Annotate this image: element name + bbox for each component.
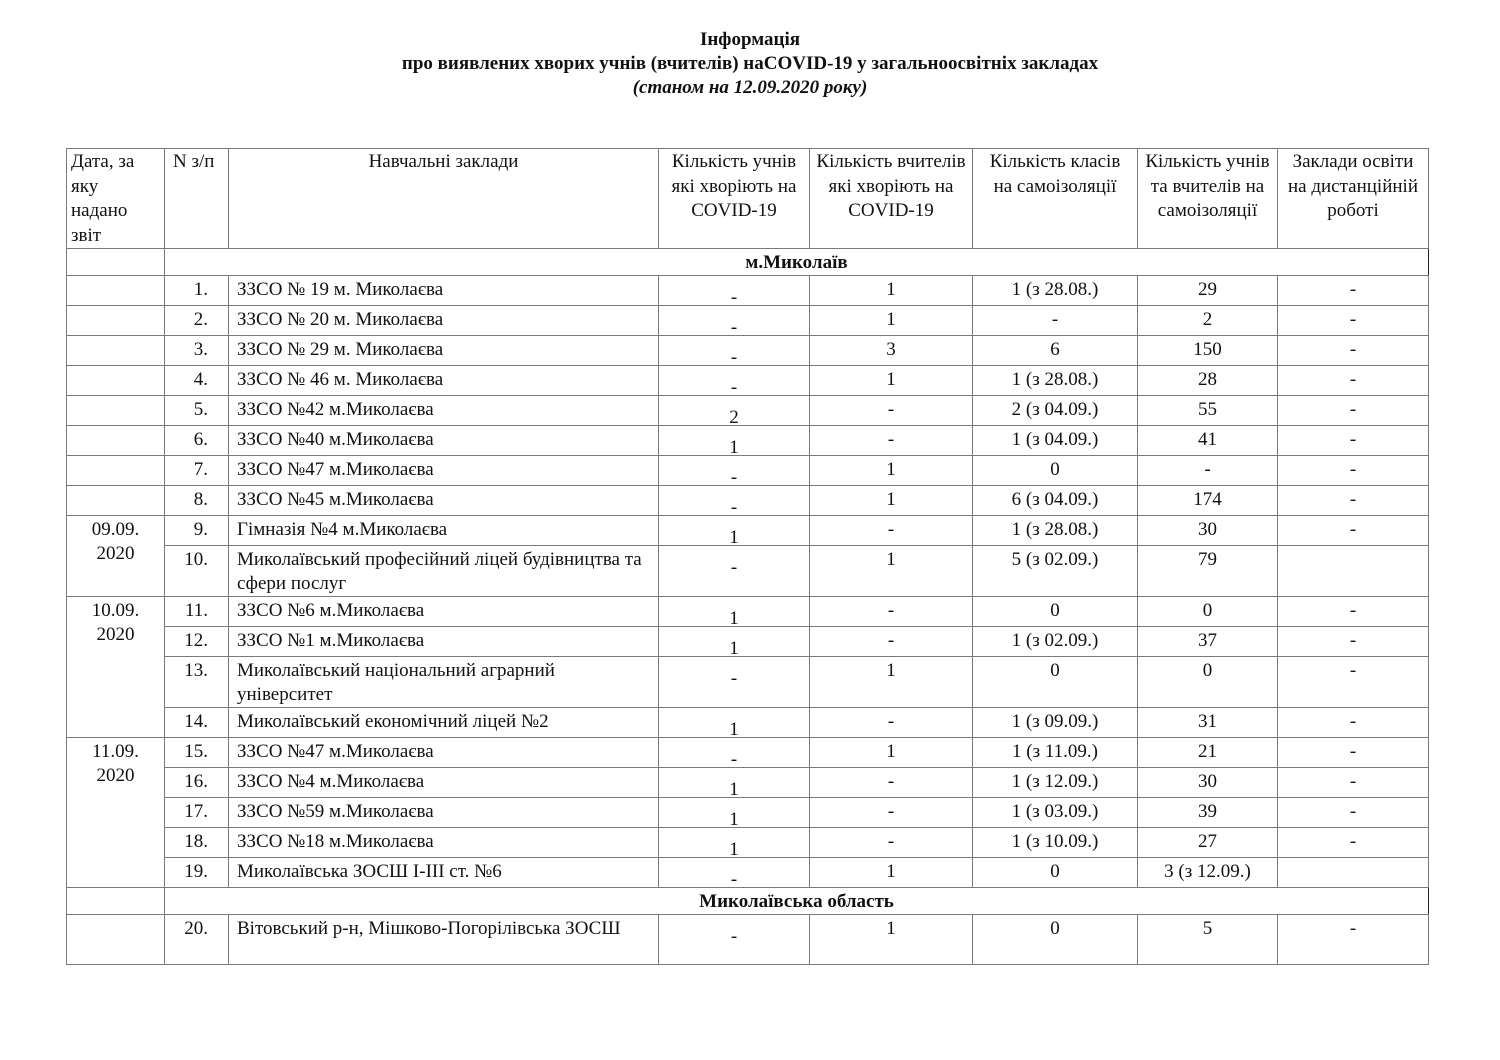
cell-people-isolation: 0 bbox=[1138, 657, 1278, 708]
cell-institution: ЗЗСО № 20 м. Миколаєва bbox=[229, 306, 659, 336]
cell-teachers-sick: 1 bbox=[810, 546, 973, 597]
cell-institution: ЗЗСО № 19 м. Миколаєва bbox=[229, 276, 659, 306]
cell-students-sick-value: - bbox=[730, 869, 738, 890]
table-header-row bbox=[67, 149, 1429, 249]
cell-teachers-sick: 1 bbox=[810, 456, 973, 486]
cell-classes-isolation: 1 (з 02.09.) bbox=[973, 627, 1138, 657]
cell-students-sick-value: - bbox=[730, 497, 738, 518]
cell-report-date bbox=[67, 366, 165, 396]
cell-teachers-sick: - bbox=[810, 516, 973, 546]
header-people-isolation: Кількість учнів та вчителів на самоізоляції bbox=[1138, 149, 1278, 249]
table-row bbox=[67, 456, 1429, 486]
cell-classes-isolation: 6 (з 04.09.) bbox=[973, 486, 1138, 516]
cell-number: 16. bbox=[165, 768, 229, 798]
cell-classes-isolation: 1 (з 12.09.) bbox=[973, 768, 1138, 798]
cell-people-isolation: 0 bbox=[1138, 597, 1278, 627]
table-row bbox=[67, 768, 1429, 798]
cell-classes-isolation: 1 (з 28.08.) bbox=[973, 366, 1138, 396]
cell-institution: Миколаївська ЗОСШ І-ІІІ ст. №6 bbox=[229, 858, 659, 888]
cell-number: 15. bbox=[165, 738, 229, 768]
cell-students-sick-value: - bbox=[730, 347, 738, 368]
cell-teachers-sick: 1 bbox=[810, 915, 973, 965]
cell-people-isolation: 30 bbox=[1138, 516, 1278, 546]
cell-classes-isolation: 5 (з 02.09.) bbox=[973, 546, 1138, 597]
cell-number: 2. bbox=[165, 306, 229, 336]
cell-teachers-sick: 1 bbox=[810, 858, 973, 888]
cell-classes-isolation: 1 (з 09.09.) bbox=[973, 708, 1138, 738]
cell-number: 4. bbox=[165, 366, 229, 396]
cell-report-date: 09.09. 2020 bbox=[67, 516, 165, 597]
cell-students-sick-value: - bbox=[730, 317, 738, 338]
cell-students-sick-value: - bbox=[730, 668, 738, 689]
cell-remote-work bbox=[1278, 858, 1429, 888]
cell-classes-isolation: 0 bbox=[973, 915, 1138, 965]
cell-classes-isolation: - bbox=[973, 306, 1138, 336]
cell-institution: ЗЗСО №47 м.Миколаєва bbox=[229, 456, 659, 486]
cell-classes-isolation: 0 bbox=[973, 456, 1138, 486]
cell-people-isolation: 29 bbox=[1138, 276, 1278, 306]
cell-report-date: 10.09. 2020 bbox=[67, 597, 165, 738]
table-row bbox=[67, 516, 1429, 546]
cell-students-sick-value: - bbox=[730, 467, 738, 488]
cell-remote-work: - bbox=[1278, 738, 1429, 768]
cell-teachers-sick: 1 bbox=[810, 276, 973, 306]
cell-students-sick bbox=[659, 915, 810, 965]
cell-students-sick bbox=[659, 396, 810, 426]
header-institution: Навчальні заклади bbox=[229, 149, 659, 249]
cell-institution: Вітовський р-н, Мішково-Погорілівська ЗОСШ bbox=[229, 915, 659, 965]
cell-students-sick bbox=[659, 858, 810, 888]
cell-classes-isolation: 1 (з 04.09.) bbox=[973, 426, 1138, 456]
cell-people-isolation: - bbox=[1138, 456, 1278, 486]
section-empty-cell bbox=[67, 888, 165, 915]
cell-number: 7. bbox=[165, 456, 229, 486]
cell-institution: ЗЗСО №45 м.Миколаєва bbox=[229, 486, 659, 516]
cell-classes-isolation: 2 (з 04.09.) bbox=[973, 396, 1138, 426]
cell-students-sick bbox=[659, 336, 810, 366]
title-date: (станом на 12.09.2020 року) bbox=[632, 77, 868, 98]
cell-institution: ЗЗСО № 29 м. Миколаєва bbox=[229, 336, 659, 366]
cell-report-date bbox=[67, 915, 165, 965]
cell-number: 9. bbox=[165, 516, 229, 546]
cell-students-sick bbox=[659, 738, 810, 768]
cell-students-sick bbox=[659, 306, 810, 336]
cell-people-isolation: 150 bbox=[1138, 336, 1278, 366]
cell-classes-isolation: 6 bbox=[973, 336, 1138, 366]
cell-students-sick-value: 1 bbox=[729, 527, 739, 548]
cell-students-sick-value: 1 bbox=[729, 608, 739, 629]
table-row bbox=[67, 396, 1429, 426]
cell-students-sick bbox=[659, 798, 810, 828]
cell-institution: ЗЗСО №47 м.Миколаєва bbox=[229, 738, 659, 768]
title-subheading: про виявлених хворих учнів (вчителів) наCOVID-19 у загальноосвітніх закладах bbox=[401, 53, 1099, 74]
cell-students-sick-value: - bbox=[730, 749, 738, 770]
cell-number: 10. bbox=[165, 546, 229, 597]
header-remote-work: Заклади освіти на дистанційній роботі bbox=[1278, 149, 1429, 249]
cell-remote-work: - bbox=[1278, 657, 1429, 708]
table-row bbox=[67, 486, 1429, 516]
cell-remote-work: - bbox=[1278, 708, 1429, 738]
cell-classes-isolation: 1 (з 10.09.) bbox=[973, 828, 1138, 858]
cell-classes-isolation: 0 bbox=[973, 858, 1138, 888]
cell-institution: ЗЗСО № 46 м. Миколаєва bbox=[229, 366, 659, 396]
covid-report-table bbox=[66, 148, 1429, 965]
cell-report-date: 11.09. 2020 bbox=[67, 738, 165, 888]
table-row bbox=[67, 306, 1429, 336]
cell-students-sick-value: 1 bbox=[729, 839, 739, 860]
cell-remote-work: - bbox=[1278, 366, 1429, 396]
cell-students-sick-value: - bbox=[730, 557, 738, 578]
cell-institution: Миколаївський національний аграрний університет bbox=[229, 657, 659, 708]
cell-teachers-sick: - bbox=[810, 597, 973, 627]
cell-remote-work: - bbox=[1278, 486, 1429, 516]
cell-teachers-sick: - bbox=[810, 768, 973, 798]
cell-students-sick-value: 1 bbox=[729, 779, 739, 800]
cell-teachers-sick: - bbox=[810, 396, 973, 426]
cell-remote-work: - bbox=[1278, 768, 1429, 798]
header-number: N з/п bbox=[165, 149, 229, 249]
cell-institution: ЗЗСО №18 м.Миколаєва bbox=[229, 828, 659, 858]
cell-people-isolation: 37 bbox=[1138, 627, 1278, 657]
cell-number: 17. bbox=[165, 798, 229, 828]
cell-number: 18. bbox=[165, 828, 229, 858]
cell-students-sick bbox=[659, 426, 810, 456]
cell-people-isolation: 21 bbox=[1138, 738, 1278, 768]
header-classes-isolation: Кількість класів на самоізоляції bbox=[973, 149, 1138, 249]
cell-institution: Гімназія №4 м.Миколаєва bbox=[229, 516, 659, 546]
cell-students-sick-value: 1 bbox=[729, 809, 739, 830]
cell-number: 13. bbox=[165, 657, 229, 708]
table-body bbox=[67, 249, 1429, 965]
cell-classes-isolation: 1 (з 11.09.) bbox=[973, 738, 1138, 768]
cell-institution: ЗЗСО №42 м.Миколаєва bbox=[229, 396, 659, 426]
cell-remote-work: - bbox=[1278, 516, 1429, 546]
table-row bbox=[67, 426, 1429, 456]
cell-students-sick bbox=[659, 657, 810, 708]
cell-number: 6. bbox=[165, 426, 229, 456]
title-heading: Інформація bbox=[699, 29, 801, 50]
cell-students-sick bbox=[659, 456, 810, 486]
cell-number: 8. bbox=[165, 486, 229, 516]
cell-teachers-sick: - bbox=[810, 627, 973, 657]
table-row bbox=[67, 915, 1429, 965]
cell-remote-work: - bbox=[1278, 828, 1429, 858]
cell-report-date bbox=[67, 336, 165, 366]
table-row bbox=[67, 798, 1429, 828]
cell-students-sick-value: 1 bbox=[729, 719, 739, 740]
cell-remote-work: - bbox=[1278, 426, 1429, 456]
cell-institution: ЗЗСО №6 м.Миколаєва bbox=[229, 597, 659, 627]
cell-people-isolation: 27 bbox=[1138, 828, 1278, 858]
cell-students-sick bbox=[659, 366, 810, 396]
cell-teachers-sick: 1 bbox=[810, 366, 973, 396]
cell-students-sick bbox=[659, 276, 810, 306]
cell-people-isolation: 174 bbox=[1138, 486, 1278, 516]
cell-teachers-sick: 1 bbox=[810, 306, 973, 336]
cell-remote-work: - bbox=[1278, 306, 1429, 336]
cell-students-sick bbox=[659, 516, 810, 546]
cell-people-isolation: 31 bbox=[1138, 708, 1278, 738]
cell-teachers-sick: 1 bbox=[810, 738, 973, 768]
cell-students-sick-value: - bbox=[730, 287, 738, 308]
cell-students-sick-value: 1 bbox=[729, 437, 739, 458]
cell-report-date bbox=[67, 456, 165, 486]
cell-teachers-sick: 3 bbox=[810, 336, 973, 366]
cell-number: 19. bbox=[165, 858, 229, 888]
cell-people-isolation: 3 (з 12.09.) bbox=[1138, 858, 1278, 888]
section-label: Миколаївська область bbox=[165, 888, 1429, 915]
header-students-sick: Кількість учнів які хворіють на COVID-19 bbox=[659, 149, 810, 249]
cell-classes-isolation: 1 (з 03.09.) bbox=[973, 798, 1138, 828]
cell-people-isolation: 30 bbox=[1138, 768, 1278, 798]
cell-remote-work: - bbox=[1278, 798, 1429, 828]
table-row bbox=[67, 546, 1429, 597]
cell-people-isolation: 5 bbox=[1138, 915, 1278, 965]
cell-number: 3. bbox=[165, 336, 229, 366]
cell-number: 1. bbox=[165, 276, 229, 306]
cell-remote-work: - bbox=[1278, 915, 1429, 965]
table-row bbox=[67, 657, 1429, 708]
cell-people-isolation: 79 bbox=[1138, 546, 1278, 597]
cell-people-isolation: 2 bbox=[1138, 306, 1278, 336]
cell-remote-work: - bbox=[1278, 456, 1429, 486]
cell-classes-isolation: 0 bbox=[973, 597, 1138, 627]
cell-students-sick-value: - bbox=[730, 377, 738, 398]
section-label: м.Миколаїв bbox=[165, 249, 1429, 276]
table-row bbox=[67, 627, 1429, 657]
table-row bbox=[67, 336, 1429, 366]
cell-teachers-sick: - bbox=[810, 828, 973, 858]
table-row bbox=[67, 366, 1429, 396]
cell-students-sick bbox=[659, 708, 810, 738]
cell-students-sick bbox=[659, 597, 810, 627]
cell-institution: ЗЗСО №59 м.Миколаєва bbox=[229, 798, 659, 828]
cell-institution: ЗЗСО №4 м.Миколаєва bbox=[229, 768, 659, 798]
cell-remote-work: - bbox=[1278, 597, 1429, 627]
cell-remote-work: - bbox=[1278, 627, 1429, 657]
cell-students-sick bbox=[659, 627, 810, 657]
cell-people-isolation: 28 bbox=[1138, 366, 1278, 396]
cell-students-sick-value: - bbox=[730, 926, 738, 947]
cell-people-isolation: 41 bbox=[1138, 426, 1278, 456]
cell-classes-isolation: 1 (з 28.08.) bbox=[973, 516, 1138, 546]
cell-teachers-sick: - bbox=[810, 426, 973, 456]
cell-number: 11. bbox=[165, 597, 229, 627]
cell-students-sick bbox=[659, 546, 810, 597]
cell-people-isolation: 39 bbox=[1138, 798, 1278, 828]
cell-students-sick-value: 2 bbox=[729, 407, 739, 428]
cell-report-date bbox=[67, 396, 165, 426]
cell-remote-work: - bbox=[1278, 336, 1429, 366]
cell-teachers-sick: 1 bbox=[810, 657, 973, 708]
table-row bbox=[67, 708, 1429, 738]
cell-remote-work: - bbox=[1278, 276, 1429, 306]
table-row bbox=[67, 597, 1429, 627]
cell-teachers-sick: 1 bbox=[810, 486, 973, 516]
table-row bbox=[67, 276, 1429, 306]
cell-number: 14. bbox=[165, 708, 229, 738]
cell-report-date bbox=[67, 276, 165, 306]
cell-institution: ЗЗСО №40 м.Миколаєва bbox=[229, 426, 659, 456]
cell-teachers-sick: - bbox=[810, 798, 973, 828]
cell-report-date bbox=[67, 486, 165, 516]
table-row bbox=[67, 828, 1429, 858]
cell-remote-work: - bbox=[1278, 396, 1429, 426]
cell-number: 12. bbox=[165, 627, 229, 657]
header-date: Дата, за яку надано звіт bbox=[67, 149, 165, 249]
table-row bbox=[67, 738, 1429, 768]
cell-number: 20. bbox=[165, 915, 229, 965]
cell-number: 5. bbox=[165, 396, 229, 426]
cell-teachers-sick: - bbox=[810, 708, 973, 738]
cell-institution: Миколаївський професійний ліцей будівництва та сфери послуг bbox=[229, 546, 659, 597]
section-empty-cell bbox=[67, 249, 165, 276]
cell-classes-isolation: 1 (з 28.08.) bbox=[973, 276, 1138, 306]
section-row bbox=[67, 888, 1429, 915]
cell-students-sick-value: 1 bbox=[729, 638, 739, 659]
cell-classes-isolation: 0 bbox=[973, 657, 1138, 708]
section-row bbox=[67, 249, 1429, 276]
cell-students-sick bbox=[659, 486, 810, 516]
cell-remote-work bbox=[1278, 546, 1429, 597]
cell-students-sick bbox=[659, 768, 810, 798]
cell-people-isolation: 55 bbox=[1138, 396, 1278, 426]
cell-institution: ЗЗСО №1 м.Миколаєва bbox=[229, 627, 659, 657]
header-teachers-sick: Кількість вчителів які хворіють на COVID-19 bbox=[810, 149, 973, 249]
table-row bbox=[67, 858, 1429, 888]
cell-students-sick bbox=[659, 828, 810, 858]
document-title bbox=[0, 28, 1500, 100]
cell-report-date bbox=[67, 306, 165, 336]
cell-report-date bbox=[67, 426, 165, 456]
cell-institution: Миколаївський економічний ліцей №2 bbox=[229, 708, 659, 738]
